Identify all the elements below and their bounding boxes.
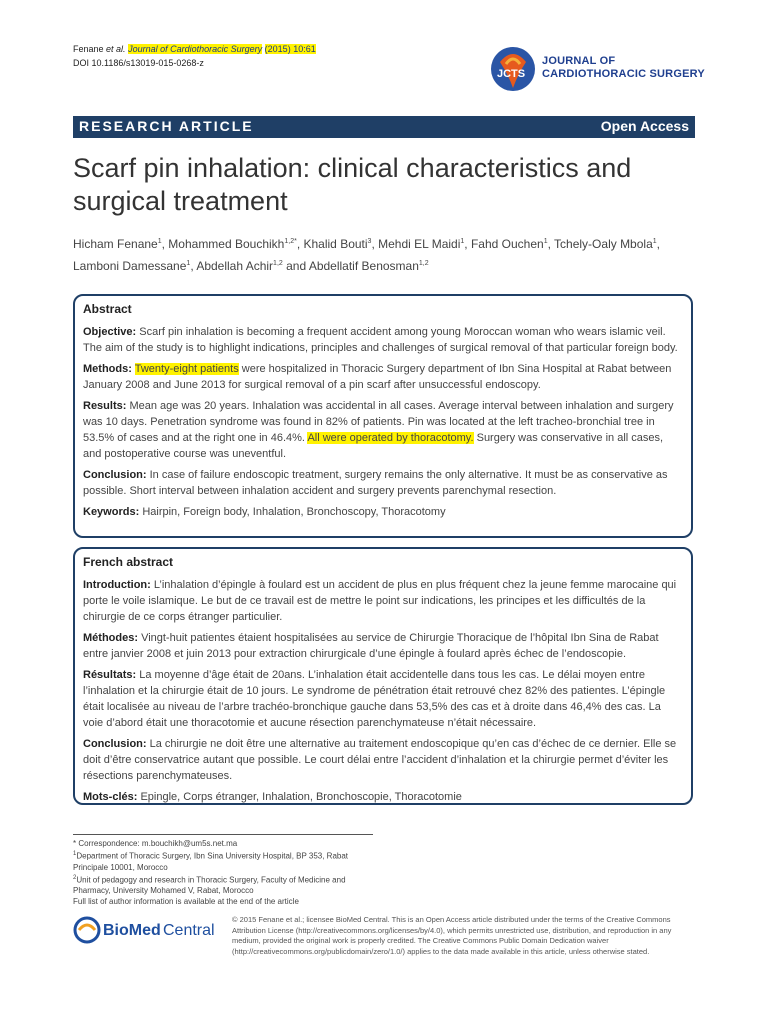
logo-line1: JOURNAL OF [542, 55, 616, 67]
bmc-name-bold: BioMed [103, 922, 161, 939]
citation-author: Fenane [73, 44, 104, 54]
author[interactable]: Tchely-Oaly Mbola$^1$ [554, 237, 657, 251]
abstract-methods: Methods: Twenty-eight patients were hospitalized in Thoracic Surgery department of Ibn Sina Hospital at Rabat between January 2008 and June 2013 for surgical removal of a pin scarf after unsuccessful endoscopy. [83, 363, 672, 391]
author[interactable]: Mohammed Bouchikh$^{1,2*}$ [168, 237, 297, 251]
affiliation-1: $^1$Department of Thoracic Surgery, Ibn Sina University Hospital, BP 353, Rabat Principale 10001, Morocco [73, 851, 349, 872]
article-type-banner [73, 116, 695, 138]
author[interactable]: Abdellah Achir$^{1,2}$ [196, 259, 283, 273]
research-article-label: RESEARCH ARTICLE [79, 118, 254, 134]
bmc-swirl-icon [73, 916, 101, 944]
author[interactable]: Lamboni Damessane$^1$ [73, 259, 191, 273]
citation-etal: et al. [106, 44, 126, 54]
french-abstract-heading: French abstract [83, 555, 174, 569]
abstract-heading: Abstract [83, 302, 132, 316]
highlight[interactable]: Twenty-eight patients [134, 363, 239, 375]
footnotes [73, 838, 383, 907]
correspondence-email[interactable]: * Correspondence: m.bouchikh@um5s.net.ma [73, 839, 238, 848]
journal-logo-text [542, 55, 705, 81]
logo-line2: CARDIOTHORACIC SURGERY [542, 68, 705, 80]
french-results: Résultats: La moyenne d’âge était de 20ans. L’inhalation était accidentelle dans tous les cas. Le délai moyen entre l’inhalation et la chirurgie était de 10 jours. Le syndrome de pénétration était retrouvé chez 82% des patientes. L’épingle était localisée au niveau de l’arbre trachéo-bronchique gauche dans 53,5% des cas et à droite dans 46,4% des cas. La voie d’abord était une thoracotomie et aucune résection parenchymateuse n’était nécessaire. [83, 669, 666, 729]
author-info-note: Full list of author information is available at the end of the article [73, 897, 299, 907]
french-keywords: Mots-clés: Epingle, Corps étranger, Inhalation, Bronchoscopie, Thoracotomie [83, 791, 462, 803]
open-access-label: Open Access [600, 118, 689, 134]
author[interactable]: Mehdi EL Maidi$^1$ [378, 237, 465, 251]
citation-journal-link[interactable]: Journal of Cardiothoracic Surgery [128, 44, 263, 54]
author[interactable]: Khalid Bouti$^3$ [303, 237, 372, 251]
abstract-box [73, 294, 693, 538]
french-conclusion: Conclusion: La chirurgie ne doit être une alternative au traitement endoscopique qu’en cas d’échec de ce dernier. Elle se doit d’être conservatrice autant que possible. Le court délai entre l’accident d’inhalation et la chirurgie permet d’éviter les résections parenchymateuses. [83, 738, 677, 782]
french-methods: Méthodes: Vingt-huit patientes étaient hospitalisées au service de Chirurgie Thoracique de l’hôpital Ibn Sina de Rabat entre janvier 2008 et juin 2013 pour extraction chirurgicale d’une épingle à foulard après échec de l’endoscopie. [83, 632, 659, 660]
affiliation-2: $^2$Unit of pedagogy and research in Thoracic Surgery, Faculty of Medicine and Pharmacy, University Mohamed V, Rabat, Morocco [73, 874, 346, 896]
logo-abbr: JCTS [497, 68, 526, 80]
french-abstract-box [73, 547, 693, 805]
french-introduction: Introduction: L’inhalation d’épingle à foulard est un accident de plus en plus fréquent chez la jeune femme marocaine qui porte le voile islamique. Le but de ce travail est de mettre le point sur indications, les principes et les difficultés de la chirurgie de ce corps étranger particulier. [83, 579, 677, 623]
author[interactable]: Fahd Ouchen$^1$ [470, 237, 548, 251]
citation-header [73, 42, 316, 70]
abstract-objective: Objective: Scarf pin inhalation is becoming a frequent accident among young Moroccan woman who wears islamic veil. The aim of the study is to highlight indications, principles and challenges of surgical removal of that particular foreign body. [83, 326, 678, 354]
article-title: Scarf pin inhalation: clinical characteristics and surgical treatment [73, 153, 632, 216]
biomed-central-logo[interactable] [73, 916, 223, 946]
abstract-results: Results: Mean age was 20 years. Inhalation was accidental in all cases. Average interval between inhalation and surgery was 10 days. Penetration syndrome was found in 82% of patients. Pin was located at the left tracheo-bronchial tree in 53.5% of cases and at the right one in 46.4%. All were operated by thoracotomy. Surgery was conservative in all cases, and postoperative course was uneventful. [83, 400, 674, 460]
highlight[interactable]: All were operated by thoracotomy. [307, 432, 474, 444]
footnote-divider [73, 834, 373, 835]
abstract-conclusion: Conclusion: In case of failure endoscopic treatment, surgery remains the only alternative. It must be as conservative as possible. Short interval between inhalation accident and surgery prevents parenchymal resection. [83, 469, 668, 497]
author[interactable]: Abdellatif Benosman$^{1,2}$ [308, 259, 429, 273]
author-list: Hicham Fenane$^1$, Mohammed Bouchikh$^{1,2*}$, Khalid Bouti$^3$, Mehdi EL Maidi$^1$, Fahd Ouchen$^1$, Tchely-Oaly Mbola$^1$, Lamboni Damessane$^1$, Abdellah Achir$^{1,2}$ and Abdellatif Benosman$^{1,2}$ [73, 237, 660, 273]
author[interactable]: Hicham Fenane$^1$ [73, 237, 162, 251]
citation-doi[interactable]: DOI 10.1186/s13019-015-0268-z [73, 58, 204, 68]
license-text: © 2015 Fenane et al.; licensee BioMed Central. This is an Open Access article distributed under the terms of the Creative Commons Attribution License (http://creativecommons.org/licenses/by/4.0), which permits unrestricted use, distribution, and reproduction in any medium, provided the original work is properly credited. The Creative Commons Public Domain Dedication waiver (http://creativecommons.org/publicdomain/zero/1.0/) applies to the data made available in this article, unless otherwise stated. [232, 915, 672, 956]
abstract-keywords: Keywords: Hairpin, Foreign body, Inhalation, Bronchoscopy, Thoracotomy [83, 506, 446, 518]
citation-year-issue[interactable]: (2015) 10:61 [264, 44, 316, 54]
bmc-name-regular: Central [163, 922, 215, 939]
